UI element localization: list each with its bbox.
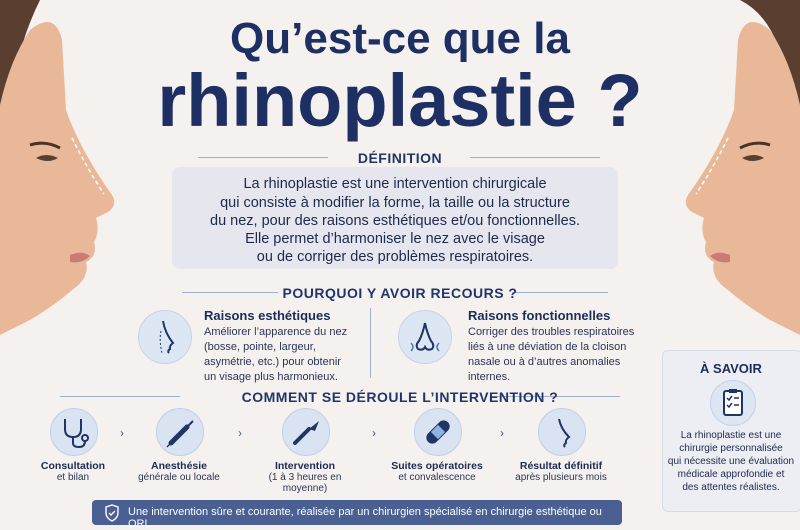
syringe-icon [156, 408, 204, 456]
step-label: Résultat définitif [519, 460, 603, 472]
pourquoi-heading: POURQUOI Y AVOIR RECOURS ? [282, 285, 518, 301]
process-heading: COMMENT SE DÉROULE L’INTERVENTION ? [241, 389, 559, 405]
functional-reasons-line: liés à une déviation de la cloison [468, 341, 627, 353]
vertical-divider [370, 308, 371, 378]
chevron-right-icon: › [500, 426, 504, 440]
definition-line: du nez, pour des raisons esthétiques et/ou fonctionnelles. [210, 213, 580, 229]
shield-check-icon [104, 504, 120, 522]
functional-reasons-line: internes. [468, 371, 511, 383]
chevron-right-icon: › [372, 426, 376, 440]
stethoscope-icon [50, 408, 98, 456]
aesthetic-reasons-line: asymétrie, etc.) pour obtenir [204, 356, 341, 368]
checklist-icon [710, 380, 756, 426]
footer-text: Une intervention sûre et courante, réalisée par un chirurgien spécialisé en chirurgie esthétique ou ORL. [128, 506, 602, 530]
step-label: Anesthésie [150, 460, 208, 472]
bandage-icon [414, 408, 462, 456]
aesthetic-reasons-line: Améliorer l’apparence du nez [204, 326, 348, 338]
step-label: Intervention [274, 460, 336, 472]
step-sub: et bilan [56, 472, 90, 483]
chevron-right-icon: › [120, 426, 124, 440]
nose-profile-icon [138, 310, 192, 364]
aesthetic-reasons-line: un visage plus harmonieux. [204, 371, 338, 383]
functional-reasons-line: Corriger des troubles respiratoires [468, 326, 635, 338]
a-savoir-line: La rhinoplastie est une [680, 430, 782, 441]
chevron-right-icon: › [238, 426, 242, 440]
page-title-line2: rhinoplastie ? [157, 59, 643, 142]
a-savoir-line: qui nécessite une évaluation [667, 456, 795, 467]
step-label: Suites opératoires [391, 460, 483, 472]
definition-line: qui consiste à modifier la forme, la taille ou la structure [220, 195, 570, 211]
definition-line: La rhinoplastie est une intervention chirurgicale [243, 176, 547, 192]
step-sub: générale ou locale [138, 472, 220, 483]
step-sub: (1 à 3 heures en moyenne) [268, 472, 342, 494]
step-sub: après plusieurs mois [515, 472, 607, 483]
nose-profile-icon [538, 408, 586, 456]
nostrils-icon [398, 310, 452, 364]
page-title-line1: Qu’est-ce que la [230, 14, 570, 63]
functional-reasons-title: Raisons fonctionnelles [468, 308, 611, 323]
aesthetic-reasons-line: (bosse, pointe, largeur, [204, 341, 316, 353]
step-sub: et convalescence [398, 472, 476, 483]
definition-heading: DÉFINITION [357, 150, 443, 166]
a-savoir-line: médicale approfondie et [677, 469, 785, 480]
definition-line: Elle permet d’harmoniser le nez avec le visage [245, 231, 545, 247]
definition-line: ou de corriger des problèmes respiratoires. [256, 249, 534, 265]
scalpel-icon [282, 408, 330, 456]
functional-reasons-line: nasale ou à d’autres anomalies [468, 356, 621, 368]
a-savoir-line: chirurgie personnalisée [679, 443, 783, 454]
a-savoir-title: À SAVOIR [700, 361, 762, 376]
step-label: Consultation [40, 460, 106, 472]
a-savoir-line: des attentes réalistes. [682, 482, 780, 493]
aesthetic-reasons-title: Raisons esthétiques [204, 308, 331, 323]
